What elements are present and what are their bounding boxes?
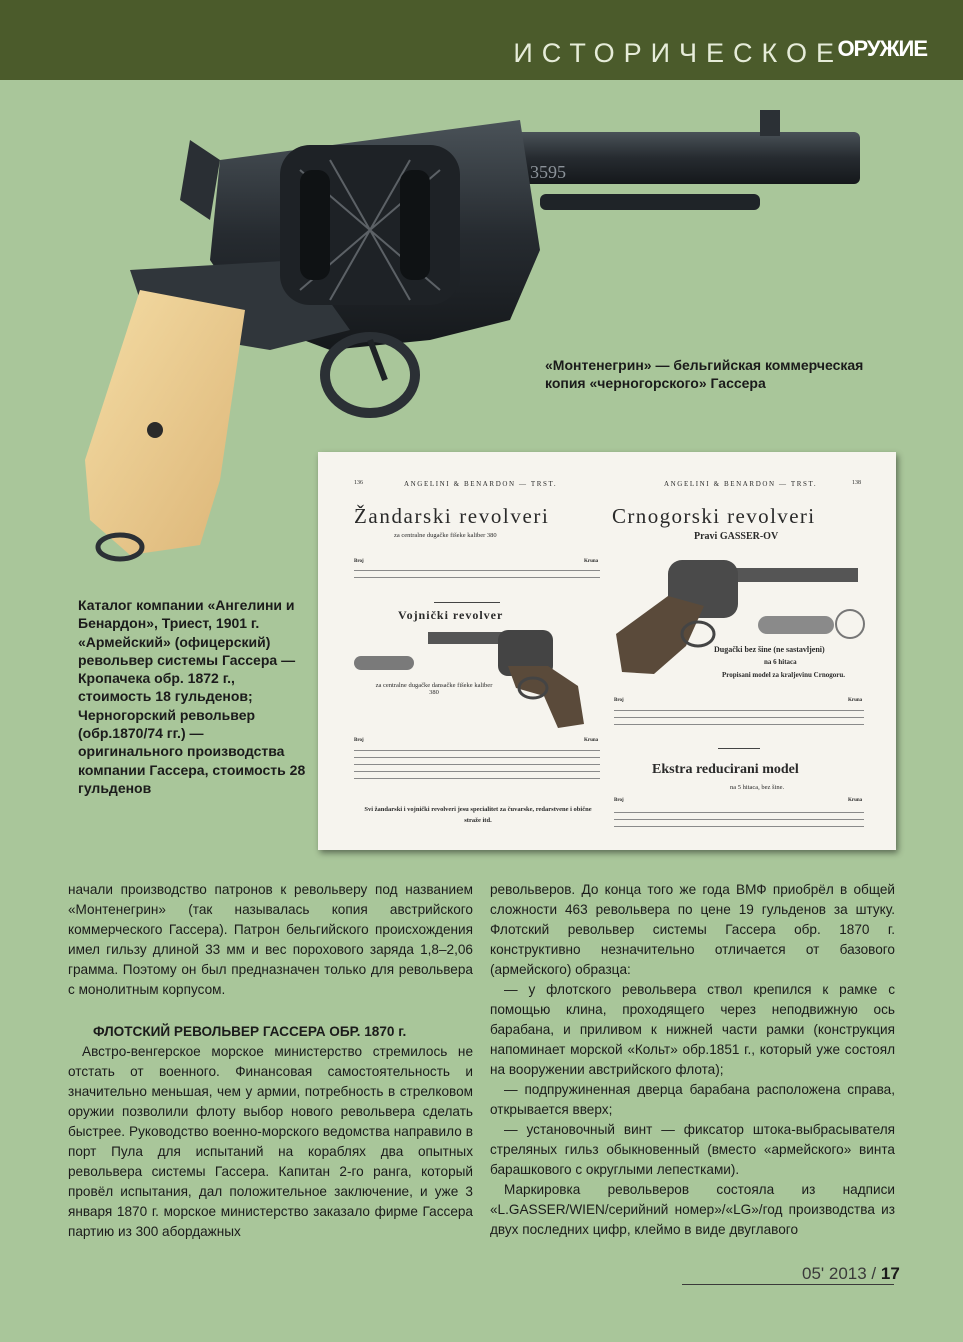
catalog-col-kruna-1: Kruna (584, 559, 599, 564)
catalog-divider-2 (718, 748, 760, 749)
catalog-right-cartridge-text: Dugački bez šine (ne sastavljeni) (714, 645, 825, 654)
catalog-col-kruna-3: Kruna (848, 698, 863, 703)
catalog-scan (318, 452, 896, 850)
catalog-right-section: Ekstra reducirani model (652, 762, 799, 777)
catalog-right-section-sub: na 5 hitaca, bez šine. (730, 784, 785, 791)
catalog-left-page-num: 136 (354, 480, 363, 486)
paragraph: Австро-венгерское морское министерство стремилось не отстать от военного. Финансовая самостоятельность и значительно меньшая, чем у армии, потребность в стрелковом оружии позволили флоту выбор нового револьвера сделать быстрее. Руководство военно-морского ведомства направило в порт Пула для испытаний на кораблях два опытных револьвера системы Гассера. Капитан 2-го ранга, который провёл испытания, дал положительное заключение, и уже 3 января 1870 г. морское министерство заказало фирме Гассера партию из 300 абордажных (68, 1044, 473, 1239)
trigger-guard (325, 337, 415, 413)
catalog-col-broj-2: Broj (354, 738, 364, 743)
paragraph: — подпружиненная дверца барабана расположена справа, открывается вверх; (490, 1082, 895, 1117)
paragraph: — у флотского револьвера ствол крепился к рамке с помощью клина, проходящего через неподвижную ось барабана, и приливом к нижней части рамки (конструкция напоминает морской «Кольт» обр.1851 г., который уже состоял на вооружении австрийского флота); (490, 982, 895, 1077)
catalog-right-header: ANGELINI & BENARDON — TRST. (664, 480, 818, 488)
catalog-left-footer: Svi žandarski i vojnički revolveri jesu specialitet za čuvarske, redarstvene i obične straže itd. (364, 806, 592, 824)
footer-rule (682, 1284, 894, 1285)
catalog-col-kruna-4: Kruna (848, 798, 863, 803)
revolver-cylinder (280, 145, 460, 305)
section-title: ИСТОРИЧЕСКОЕ (513, 38, 843, 68)
page-number: 17 (880, 1264, 900, 1283)
catalog-left-revolver (348, 626, 604, 730)
catalog-left-header: ANGELINI & BENARDON — TRST. (404, 480, 558, 488)
paragraph: Маркировка револьверов состояла из надписи «L.GASSER/WIEN/серийний номер»/«LG»/год производства из двух последних цифр, клеймо в виде двуглавого (490, 1182, 895, 1237)
catalog-rows-3 (614, 710, 864, 731)
issue-label: 05' 2013 / (802, 1264, 881, 1283)
page-footer (802, 1264, 900, 1284)
catalog-right-sub: Pravi GASSER-OV (694, 531, 779, 542)
catalog-right-page-num: 138 (852, 480, 861, 486)
serial-engraving: 3595 (530, 162, 566, 182)
catalog-left-section: Vojnički revolver (398, 608, 504, 622)
catalog-col-broj-3: Broj (614, 698, 624, 703)
revolver-barrel (510, 110, 860, 210)
body-column-left (68, 880, 473, 1242)
catalog-col-kruna-2: Kruna (584, 738, 599, 743)
catalog-right-title: Crnogorski revolveri (612, 504, 816, 528)
ivory-grip (85, 290, 245, 555)
catalog-right-note: Propisani model za kraljevinu Crnogoru. (722, 671, 845, 679)
catalog-left-sub: za centralne dugačke fišeke kaliber 380 (394, 532, 497, 539)
catalog-col-broj-4: Broj (614, 798, 624, 803)
catalog-rows-4 (614, 812, 864, 833)
caption-montenegrin: «Монтенегрин» — бельгийская коммерческая копия «черногорского» Гассера (545, 357, 864, 391)
catalog-rows-2 (354, 750, 600, 785)
section-heading: ФЛОТСКИЙ РЕВОЛЬВЕР ГАССЕРА ОБР. 1870 г. (93, 1024, 407, 1039)
catalog-rows-1 (354, 570, 600, 584)
catalog-left-cartridge-text: za centralne dugačke dansačke fišeke kaliber 380 (375, 682, 493, 696)
caption-catalog: Каталог компании «Ангелини и Бенардон», Триест, 1901 г. «Армейский» (офицерский) револьвер системы Гассера — Кропачека обр. 1872 г., стоимость 18 гульденов; Черногорский револьвер (обр.1870/74 гг.) — оригинального производства компании Гассера, стоимость 28 гульденов (78, 597, 306, 796)
catalog-col-broj-1: Broj (354, 559, 364, 564)
catalog-right-revolver (608, 556, 870, 684)
body-column-right (490, 880, 895, 1240)
paragraph: револьверов. До конца того же года ВМФ приобрёл в общей сложности 463 револьвера по цене 19 гульденов за штуку. Флотский револьвер системы Гассера обр. 1870 г. конструктивно незначительно отличается от базового (армейского) образца: (490, 882, 895, 977)
catalog-left-title: Žandarski revolveri (354, 504, 550, 528)
catalog-divider (434, 602, 500, 603)
magazine-logo: ОРУЖИЕ (837, 36, 927, 61)
catalog-right-price: na 6 hitaca (764, 658, 797, 666)
paragraph: — установочный винт — фиксатор штока-выбрасывателя стреляных гильз обыкновенный (вместо «армейского» винта барашкового с округлыми лепестками). (490, 1122, 895, 1177)
paragraph: начали производство патронов к револьверу под названием «Монтенегрин» (так называлась копия австрийского коммерческого Гассера). Патрон бельгийского происхождения имел гильзу длиной 33 мм и вес порохового заряда 1,8–2,06 грамма. Поэтому он был предназначен только для револьвера с монолитным корпусом. (68, 882, 473, 997)
